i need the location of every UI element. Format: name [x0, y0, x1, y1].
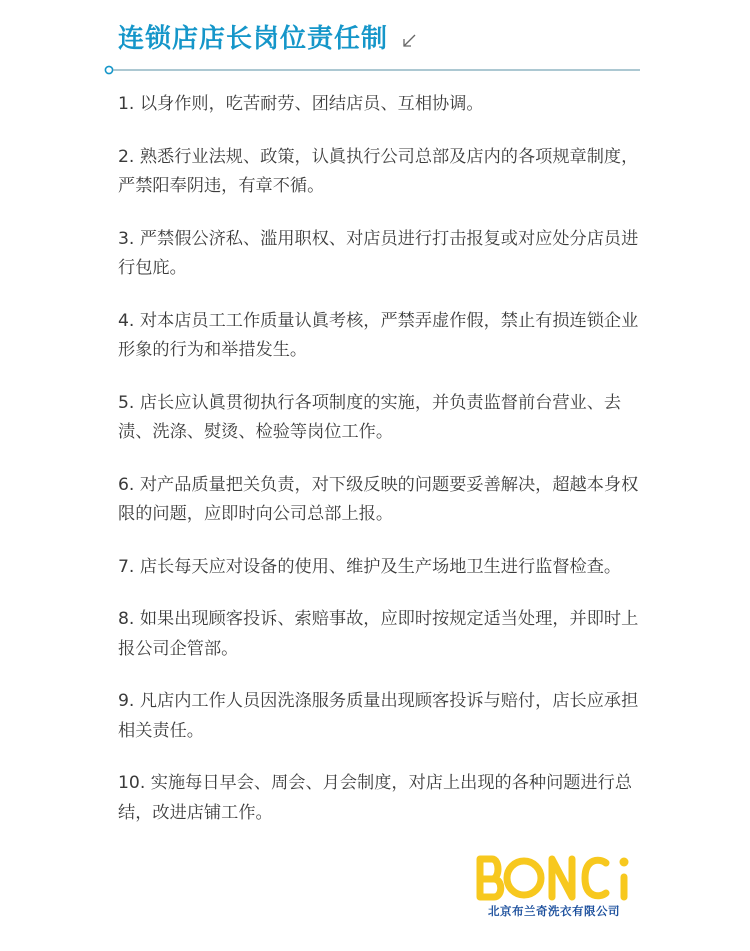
rule-item	[118, 471, 648, 530]
rule-text: 5. 店长应认眞贯彻执行各项制度的实施，并负责监督前台营业、去渍、洗涤、熨烫、检验等岗位工作。	[118, 392, 622, 442]
rule-text: 2. 熟悉行业法规、政策，认眞执行公司总部及店内的各项规章制度，严禁阳奉阴违，有章不循。	[118, 146, 639, 196]
rule-text: 7. 店长每天应对设备的使用、维护及生产场地卫生进行监督检查。	[118, 556, 622, 577]
rule-text: 1. 以身作则，吃苦耐劳、团结店员、互相协调。	[118, 94, 484, 114]
responsibility-list	[118, 90, 648, 828]
rule-item	[118, 225, 648, 284]
rule-item	[118, 769, 648, 828]
rule-item	[118, 605, 648, 664]
bonci-logo-mark	[472, 853, 636, 903]
rule-text: 4. 对本店员工工作质量认眞考核，严禁弄虚作假，禁止有损连锁企业形象的行为和举措发生。	[118, 310, 639, 360]
rule-item	[118, 687, 648, 746]
rule-item	[118, 553, 648, 583]
rule-item	[118, 307, 648, 366]
rule-text: 10. 实施每日早会、周会、月会制度，对店上出现的各种问题进行总结，改进店铺工作。	[118, 773, 633, 823]
arrow-down-left-icon	[402, 34, 416, 48]
rule-item	[118, 389, 648, 448]
page-header	[118, 14, 416, 58]
title-divider	[104, 64, 640, 76]
company-name: 北京布兰奇洗衣有限公司	[488, 904, 620, 918]
rule-item	[118, 90, 648, 120]
page-title: 连锁店店长岗位责任制	[118, 23, 389, 54]
rule-text: 9. 凡店内工作人员因洗涤服务质量出现顾客投诉与赔付，店长应承担相关责任。	[118, 691, 639, 741]
company-logo	[472, 853, 636, 923]
rule-text: 3. 严禁假公济私、滥用职权、对店员进行打击报复或对应处分店员进行包庇。	[118, 228, 639, 278]
rule-text: 8. 如果出现顾客投诉、索赔事故，应即时按规定适当处理，并即时上报公司企管部。	[118, 609, 639, 659]
rule-text: 6. 对产品质量把关负责，对下级反映的问题要妥善解决，超越本身权限的问题，应即时向公司总部上报。	[118, 474, 639, 524]
rule-item	[118, 143, 648, 202]
